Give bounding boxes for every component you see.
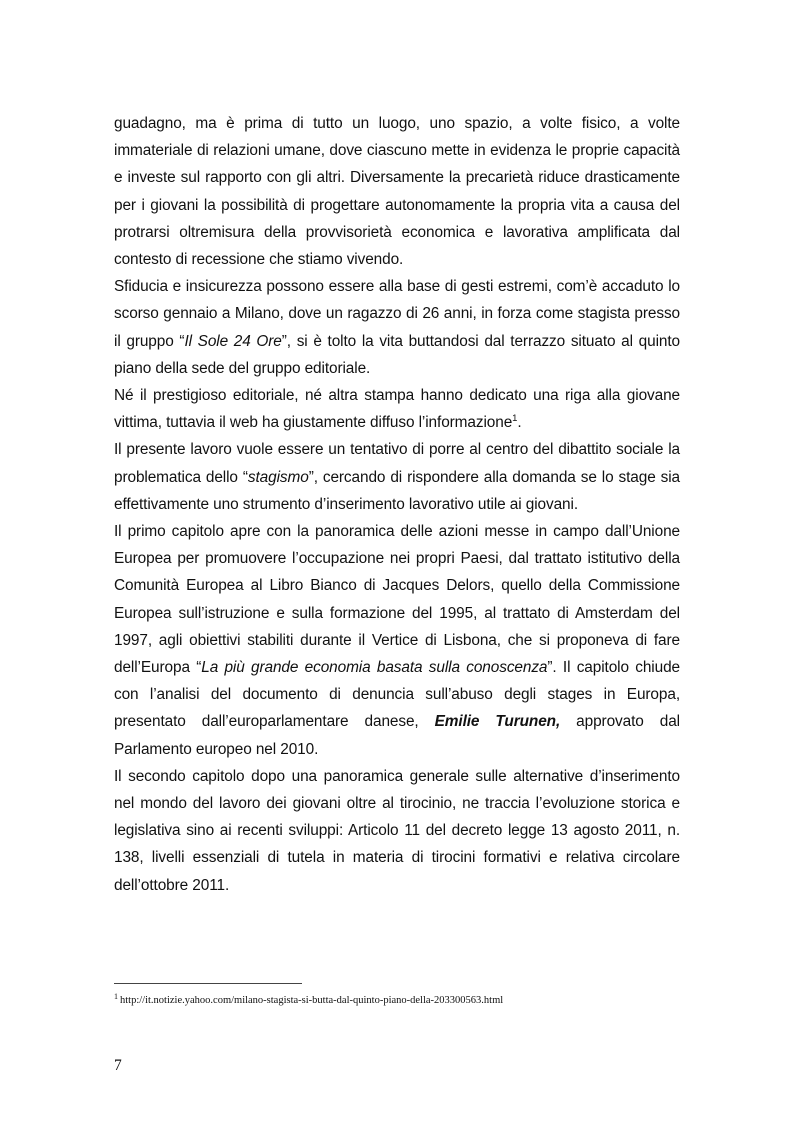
paragraph-4 bbox=[114, 436, 680, 518]
term-stagismo: stagismo bbox=[247, 468, 309, 486]
paragraph-1-text: guadagno, ma è prima di tutto un luogo, uno spazio, a volte fisico, a volte immateriale di relazioni umane, dove ciascuno mette in evidenza le proprie capacità e investe sul rapporto con gli altri. Diversamente la precarietà riduce drasticamente per i giovani la possibilità di progettare autonomamente la propria vita a causa del protrarsi oltremisura della provvisorietà economica e lavorativa amplificata dal contesto di recessione che stiamo vivendo. bbox=[114, 115, 680, 269]
paragraph-3-text-a: Né il prestigioso editoriale, né altra stampa hanno dedicato una riga alla giovane vittima, tuttavia il web ha giustamente diffuso l’informazione bbox=[114, 387, 680, 432]
paragraph-2-text-a: Sfiducia e insicurezza possono essere alla base di gesti estremi, com’è accaduto lo scorso gennaio a Milano, dove un ragazzo di 26 anni, in forza come stagista presso il gruppo “ bbox=[114, 278, 680, 350]
footnote-reference[interactable]: 1 bbox=[512, 413, 518, 425]
newspaper-title: Il Sole 24 Ore bbox=[184, 332, 282, 350]
paragraph-3-text-b: . bbox=[517, 414, 522, 432]
paragraph-1 bbox=[114, 110, 680, 273]
lisbon-quote: La più grande economia basata sulla conoscenza bbox=[201, 659, 548, 677]
page-number: 7 bbox=[114, 1057, 122, 1074]
paragraph-4-text-a: Il presente lavoro vuole essere un tentativo di porre al centro del dibattito sociale la problematica dello “ bbox=[114, 441, 680, 486]
paragraph-3 bbox=[114, 382, 680, 436]
paragraph-6-text: Il secondo capitolo dopo una panoramica generale sulle alternative d’inserimento nel mondo del lavoro dei giovani oltre al tirocinio, ne traccia l’evoluzione storica e legislativa sino ai recenti sviluppi: Articolo 11 del decreto legge 13 agosto 2011, n. 138, livelli essenziali di tutela in materia di tirocini formativi e relativa circolare dell’ottobre 2011. bbox=[114, 767, 680, 894]
paragraph-5-text-a: Il primo capitolo apre con la panoramica delle azioni messe in campo dall’Unione Europea per promuovere l’occupazione nei propri Paesi, dal trattato istitutivo della Comunità Europea al Libro Bianco di Jacques Delors, quello della Commissione Europea sull’istruzione e sulla formazione del 1995, al trattato di Amsterdam del 1997, agli obiettivi stabiliti durante il Vertice di Lisbona, che si proponeva di fare dell’Europa “ bbox=[114, 523, 680, 677]
paragraph-2 bbox=[114, 273, 680, 382]
footnote-marker: 1 bbox=[114, 991, 118, 1001]
paragraph-6 bbox=[114, 763, 680, 899]
footnote bbox=[114, 991, 680, 1008]
footnote-url[interactable]: http://it.notizie.yahoo.com/milano-stagista-si-butta-dal-quinto-piano-della-203300563.html bbox=[120, 995, 504, 1006]
person-name: Emilie Turunen, bbox=[434, 713, 561, 731]
paragraph-5-text-c: approvato dal Parlamento europeo nel 2010. bbox=[114, 713, 680, 758]
footnote-separator bbox=[114, 983, 302, 984]
body-text bbox=[114, 110, 680, 899]
paragraph-5-text-b: ”. Il capitolo chiude con l’analisi del documento di denuncia sull’abuso degli stages in Europa, presentato dall’europarlamentare danese, bbox=[114, 659, 681, 731]
paragraph-4-text-b: ”, cercando di rispondere alla domanda se lo stage sia effettivamente uno strumento d’inserimento lavorativo utile ai giovani. bbox=[114, 468, 680, 513]
paragraph-2-text-b: ”, si è tolto la vita buttandosi dal terrazzo situato al quinto piano della sede del gruppo editoriale. bbox=[114, 332, 681, 377]
paragraph-5 bbox=[114, 518, 680, 763]
